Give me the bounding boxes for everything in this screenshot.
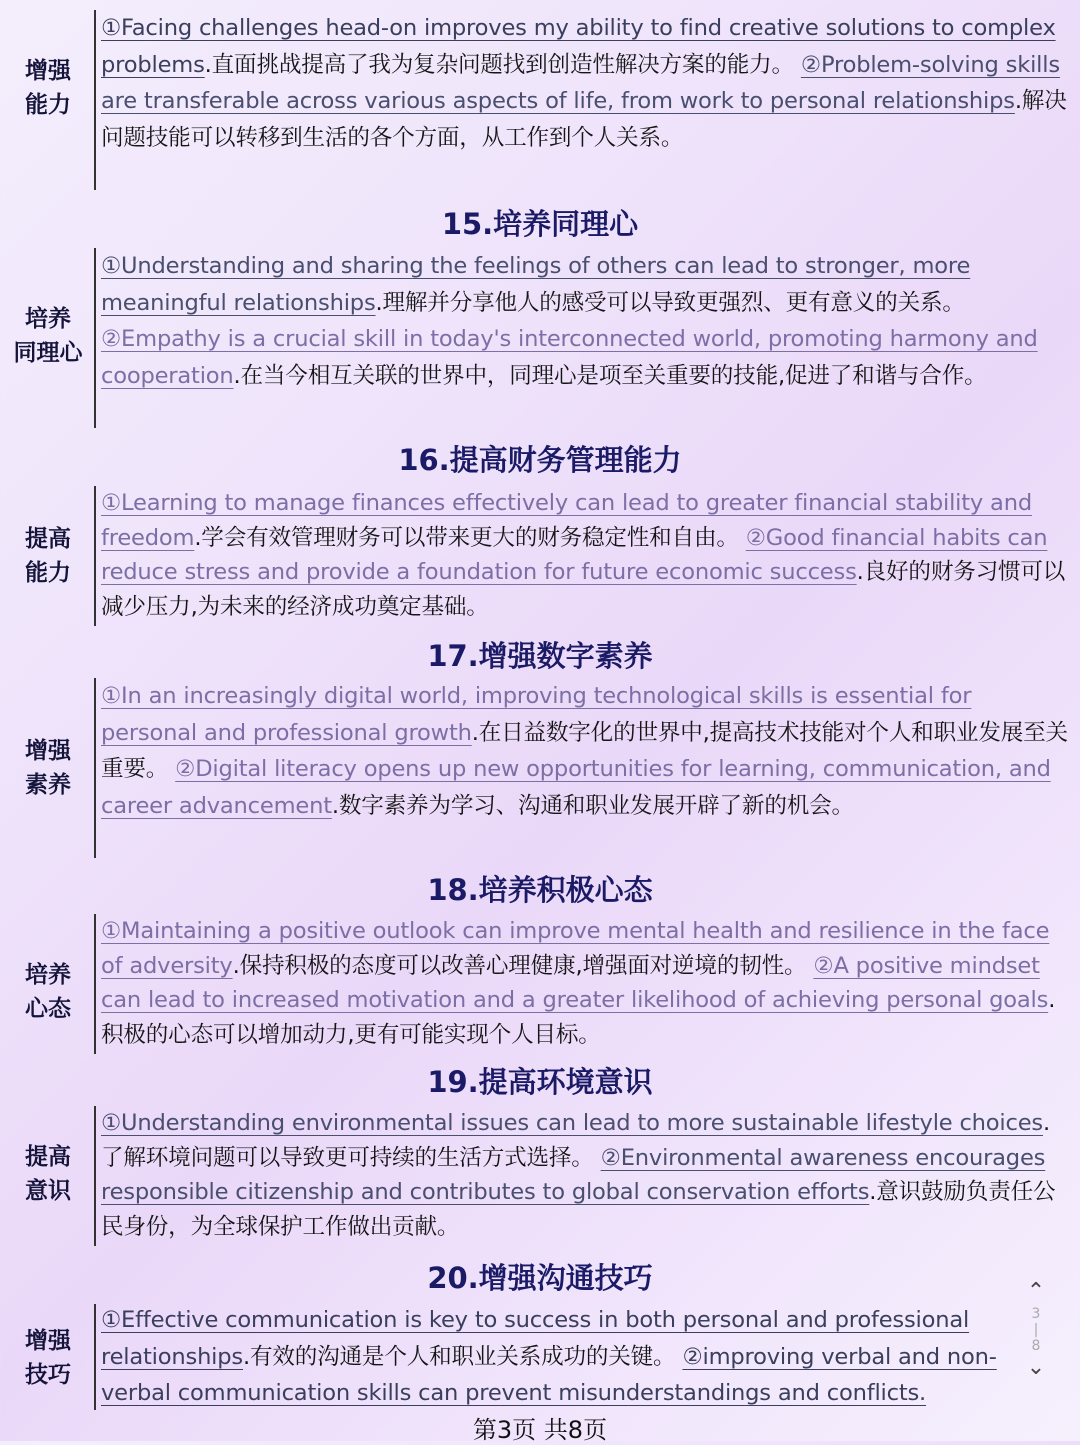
label-line-2: 能力 [25, 92, 71, 118]
sentence-2-english: ②Problem-solving skills are transferable across various aspects of life, from work to personal relationships [101, 51, 1060, 114]
sentence-1-chinese: .了解环境问题可以导致更可持续的生活方式选择。 [101, 1110, 1050, 1171]
sentence-1-chinese: .直面挑战提高了我为复杂问题找到创造性解决方案的能力。 [204, 51, 794, 78]
page-scroller [1014, 1278, 1058, 1418]
divider-line [94, 248, 96, 428]
sentence-2-chinese: .解决问题技能可以转移到生活的各个方面，从工作到个人关系。 [101, 88, 1067, 151]
section-label [6, 522, 90, 590]
sentence-1-english: ①Maintaining a positive outlook can improve mental health and resilience in the face of adversity [101, 918, 1050, 979]
section-label [6, 54, 90, 122]
label-line-1: 培养 [25, 962, 71, 988]
chevron-down-icon[interactable]: ⌄ [1026, 1355, 1046, 1380]
divider-line [94, 1304, 96, 1410]
label-line-1: 提高 [25, 1144, 71, 1170]
sentence-2-english: ②Digital literacy opens up new opportunities for learning, communication, and career advancement [101, 756, 1051, 819]
divider-line [94, 914, 96, 1054]
sentence-1-english: ①Understanding and sharing the feelings of others can lead to stronger, more meaningful relationships [101, 253, 971, 316]
section-heading: 17.增强数字素养 [427, 639, 653, 673]
sentence-1-chinese: .理解并分享他人的感受可以导致更强烈、更有意义的关系。 [375, 289, 965, 316]
label-line-1: 增强 [25, 738, 71, 764]
label-line-1: 培养 [25, 306, 71, 332]
label-line-2: 素养 [25, 772, 71, 798]
section-label [6, 302, 90, 370]
section-text [101, 678, 1069, 824]
section-heading: 16.提高财务管理能力 [398, 443, 682, 477]
page-current: 3 [1031, 1306, 1041, 1322]
label-line-2: 同理心 [13, 340, 83, 366]
sentence-2-english: ②Environmental awareness encourages responsible citizenship and contributes to global conservation efforts [101, 1144, 1046, 1205]
label-line-1: 增强 [25, 58, 71, 84]
sentence-1-chinese: .保持积极的态度可以改善心理健康,增强面对逆境的韧性。 [232, 952, 807, 979]
sentence-2-chinese: .良好的财务习惯可以减少压力,为未来的经济成功奠定基础。 [101, 559, 1066, 620]
section-text [101, 1302, 1021, 1412]
sentence-1-chinese: .学会有效管理财务可以带来更大的财务稳定性和自由。 [194, 524, 739, 551]
section-label [6, 1324, 90, 1392]
sentence-1-english: ①Effective communication is key to success in both personal and professional relationships [101, 1307, 970, 1370]
page-total: 8 [1031, 1338, 1041, 1354]
section-text [101, 1106, 1069, 1244]
sentence-1-english: ①Understanding environmental issues can lead to more sustainable lifestyle choices [101, 1110, 1043, 1136]
sentence-2-chinese: .在当今相互关联的世界中，同理心是项至关重要的技能,促进了和谐与合作。 [233, 362, 987, 389]
label-line-2: 能力 [25, 560, 71, 586]
sentence-2-english: ②improving verbal and non-verbal communication skills can prevent misunderstandings and conflicts. [101, 1343, 997, 1406]
sentence-1-english: ①Facing challenges head-on improves my ability to find creative solutions to complex problems [101, 15, 1056, 78]
page-separator: | [1033, 1322, 1039, 1338]
divider-line [94, 10, 96, 190]
section-label [6, 734, 90, 802]
page-indicator: 第3页 共8页 [472, 1416, 608, 1444]
sentence-1-english: ①Learning to manage finances effectively can lead to greater financial stability and freedom [101, 490, 1032, 551]
chevron-up-icon[interactable]: ⌃ [1026, 1279, 1046, 1304]
sentence-2-english: ②A positive mindset can lead to increased motivation and a greater likelihood of achieving personal goals [101, 952, 1049, 1013]
section-text [101, 248, 1069, 394]
label-line-2: 意识 [25, 1178, 71, 1204]
divider-line [94, 486, 96, 626]
section-text [101, 486, 1069, 624]
section-text [101, 10, 1069, 156]
section-heading: 19.提高环境意识 [427, 1065, 653, 1099]
label-line-2: 心态 [25, 996, 71, 1022]
label-line-1: 增强 [25, 1328, 71, 1354]
divider-line [94, 678, 96, 858]
sentence-1-english: ①In an increasingly digital world, improving technological skills is essential for personal and professional growth [101, 683, 972, 746]
section-heading: 20.增强沟通技巧 [427, 1261, 653, 1295]
label-line-2: 技巧 [25, 1362, 71, 1388]
sentence-2-chinese: .积极的心态可以增加动力,更有可能实现个人目标。 [101, 987, 1056, 1048]
section-heading: 18.培养积极心态 [427, 873, 653, 907]
sentence-1-chinese: .在日益数字化的世界中,提高技术技能对个人和职业发展至关重要。 [101, 719, 1068, 782]
divider-line [94, 1106, 96, 1246]
sentence-2-english: ②Empathy is a crucial skill in today's interconnected world, promoting harmony and cooperation [101, 326, 1038, 389]
sentence-2-english: ②Good financial habits can reduce stress and provide a foundation for future economic success [101, 524, 1048, 585]
section-text [101, 914, 1069, 1052]
section-heading: 15.培养同理心 [441, 207, 639, 241]
sentence-1-chinese: .有效的沟通是个人和职业关系成功的关键。 [242, 1343, 676, 1370]
section-label [6, 958, 90, 1026]
label-line-1: 提高 [25, 526, 71, 552]
sentence-2-chinese: .数字素养为学习、沟通和职业发展开辟了新的机会。 [331, 792, 854, 819]
sentence-2-chinese: .意识鼓励负责任公民身份，为全球保护工作做出贡献。 [101, 1179, 1056, 1240]
section-label [6, 1140, 90, 1208]
